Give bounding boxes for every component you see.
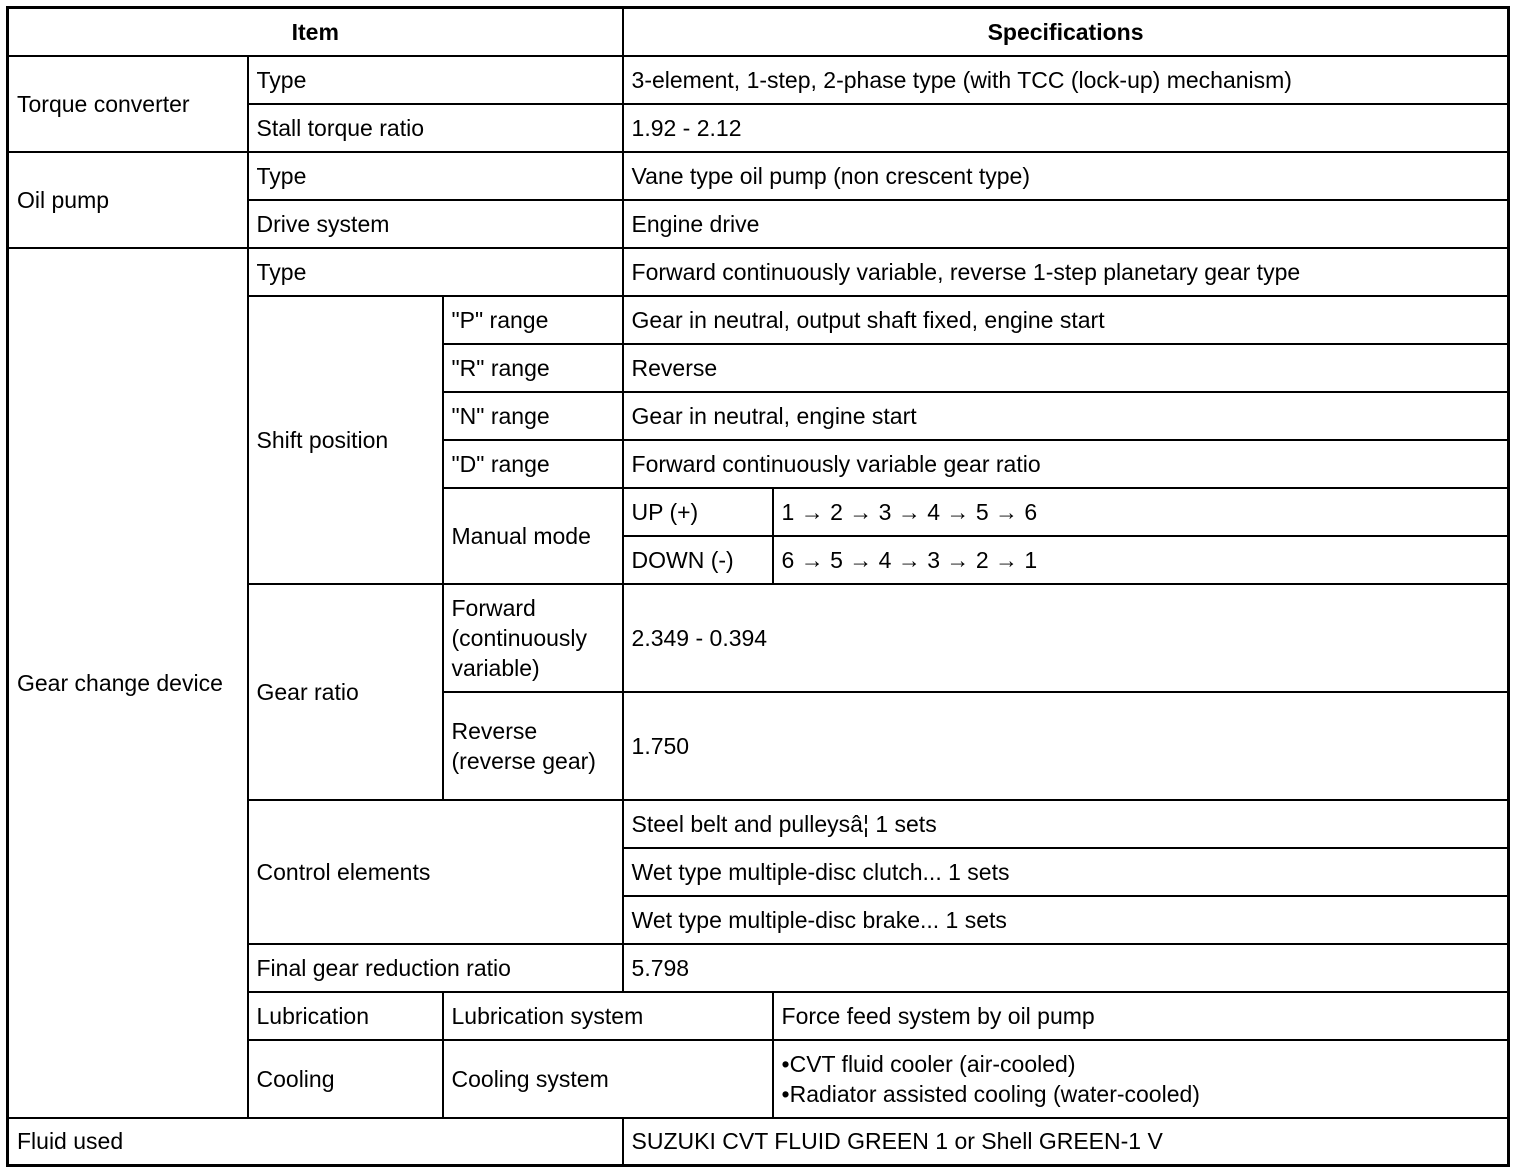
shift-position-label: Shift position <box>248 296 443 584</box>
p-range-value: Gear in neutral, output shaft fixed, engine start <box>623 296 1509 344</box>
oil-pump-label: Oil pump <box>8 152 248 248</box>
cooling-label: Cooling <box>248 1040 443 1118</box>
header-specifications: Specifications <box>623 8 1509 56</box>
reverse-ratio-value: 1.750 <box>623 692 1509 800</box>
op-drive-label: Drive system <box>248 200 623 248</box>
lubrication-system-label: Lubrication system <box>443 992 773 1040</box>
control-elements-label: Control elements <box>248 800 623 944</box>
manual-down-label: DOWN (-) <box>623 536 773 584</box>
p-range-label: "P" range <box>443 296 623 344</box>
fluid-used-label: Fluid used <box>8 1118 623 1166</box>
cooling-system-label: Cooling system <box>443 1040 773 1118</box>
forward-ratio-value: 2.349 - 0.394 <box>623 584 1509 692</box>
gc-type-label: Type <box>248 248 623 296</box>
manual-down-value: 6 → 5 → 4 → 3 → 2 → 1 <box>773 536 1509 584</box>
cooling-system-value <box>773 1040 1509 1118</box>
control-element-item: Wet type multiple-disc brake... 1 sets <box>623 896 1509 944</box>
tc-stall-value: 1.92 - 2.12 <box>623 104 1509 152</box>
manual-mode-label: Manual mode <box>443 488 623 584</box>
final-gear-ratio-label: Final gear reduction ratio <box>248 944 623 992</box>
fluid-used-value: SUZUKI CVT FLUID GREEN 1 or Shell GREEN-1 V <box>623 1118 1509 1166</box>
forward-ratio-label: Forward (continuously variable) <box>443 584 623 692</box>
d-range-value: Forward continuously variable gear ratio <box>623 440 1509 488</box>
tc-stall-label: Stall torque ratio <box>248 104 623 152</box>
gear-ratio-label: Gear ratio <box>248 584 443 800</box>
gc-type-value: Forward continuously variable, reverse 1-step planetary gear type <box>623 248 1509 296</box>
control-element-item: Steel belt and pulleysâ¦ 1 sets <box>623 800 1509 848</box>
n-range-label: "N" range <box>443 392 623 440</box>
torque-converter-label: Torque converter <box>8 56 248 152</box>
control-element-item: Wet type multiple-disc clutch... 1 sets <box>623 848 1509 896</box>
specifications-table <box>6 6 1510 1167</box>
r-range-value: Reverse <box>623 344 1509 392</box>
op-type-value: Vane type oil pump (non crescent type) <box>623 152 1509 200</box>
manual-up-value: 1 → 2 → 3 → 4 → 5 → 6 <box>773 488 1509 536</box>
tc-type-value: 3-element, 1-step, 2-phase type (with TCC (lock-up) mechanism) <box>623 56 1509 104</box>
lubrication-system-value: Force feed system by oil pump <box>773 992 1509 1040</box>
cooling-value-line: •Radiator assisted cooling (water-cooled) <box>781 1080 1200 1107</box>
n-range-value: Gear in neutral, engine start <box>623 392 1509 440</box>
lubrication-label: Lubrication <box>248 992 443 1040</box>
cooling-value-line: •CVT fluid cooler (air-cooled) <box>781 1050 1076 1077</box>
reverse-ratio-label: Reverse (reverse gear) <box>443 692 623 800</box>
header-item: Item <box>8 8 623 56</box>
tc-type-label: Type <box>248 56 623 104</box>
gear-change-label: Gear change device <box>8 248 248 1118</box>
d-range-label: "D" range <box>443 440 623 488</box>
manual-up-label: UP (+) <box>623 488 773 536</box>
op-drive-value: Engine drive <box>623 200 1509 248</box>
op-type-label: Type <box>248 152 623 200</box>
final-gear-ratio-value: 5.798 <box>623 944 1509 992</box>
r-range-label: "R" range <box>443 344 623 392</box>
